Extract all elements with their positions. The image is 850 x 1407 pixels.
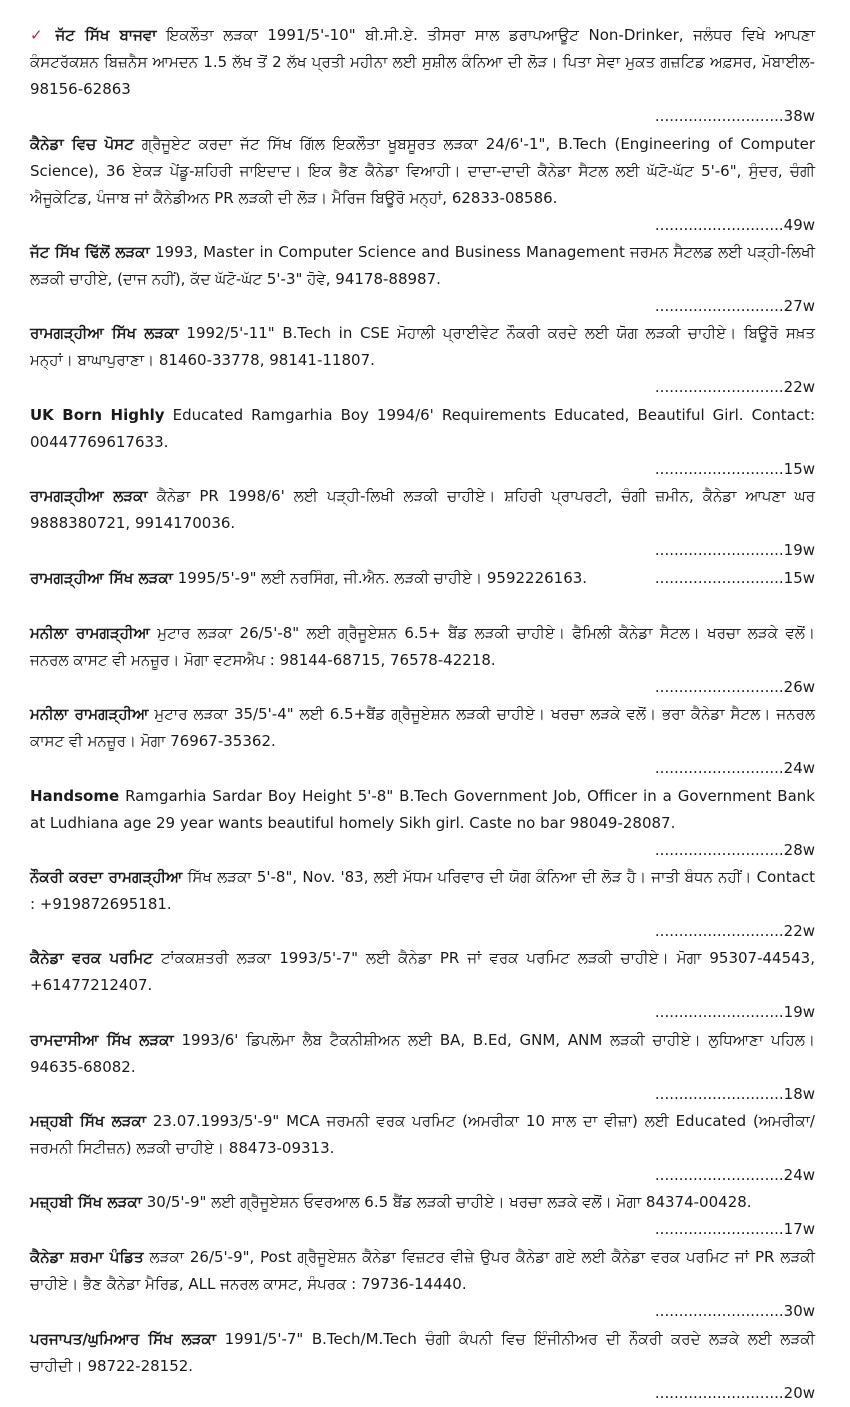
ad-text: ਕੈਨੇਡਾ PR 1998/6' ਲਈ ਪੜ੍ਹੀ-ਲਿਖੀ ਲੜਕੀ ਚਾਹੀਏ। ਸ਼ਹਿਰੀ ਪ੍ਰਾਪਰਟੀ, ਚੰਗੀ ਜ਼ਮੀਨ, ਕੈਨੇਡਾ ਆਪਣਾ ਘਰ 9888380721, 9914170036. [30, 487, 815, 532]
ad-text: ਲੜਕਾ 26/5'-9", Post ਗ੍ਰੈਜੂਏਸ਼ਨ ਕੈਨੇਡਾ ਵਿਜ਼ਟਰ ਵੀਜ਼ੇ ਉਪਰ ਕੈਨੇਡਾ ਗਏ ਲਈ ਕੈਨੇਡਾ ਵਰਕ ਪਰਮਿਟ ਜਾਂ PR ਲੜਕੀ ਚਾਹੀਏ। ਭੈਣ ਕੈਨੇਡਾ ਮੈਰਿਡ, ALL ਜਨਰਲ ਕਾਸਟ, ਸੰਪਰਕ : 79736-14440. [30, 1248, 815, 1293]
word-count: ...........................24w [654, 1166, 815, 1184]
ad-lead: ਰਾਮਗੜ੍ਹੀਆ ਸਿੱਖ ਲੜਕਾ [30, 324, 179, 342]
ad-lead: ਮਜ਼੍ਹਬੀ ਸਿੱਖ ਲੜਕਾ [30, 1112, 147, 1130]
ad-item [30, 320, 815, 401]
word-count: ...........................22w [654, 922, 815, 940]
word-count: ...........................18w [654, 1085, 815, 1103]
ad-item [30, 1326, 815, 1407]
ad-item [30, 1108, 815, 1189]
word-count: ...........................26w [654, 678, 815, 696]
word-count: ...........................27w [654, 297, 815, 315]
ad-lead: ਪਰਜਾਪਤ/ਘੁਮਿਆਰ ਸਿੱਖ ਲੜਕਾ [30, 1330, 217, 1348]
ad-item [30, 22, 815, 130]
ad-lead: ਜੱਟ ਸਿੱਖ ਢਿੱਲੋਂ ਲੜਕਾ [30, 243, 150, 261]
ad-lead: ਰਾਮਗੜ੍ਹੀਆ ਲੜਕਾ [30, 487, 148, 505]
word-count: ...........................19w [654, 1003, 815, 1021]
word-count: ...........................15w [654, 569, 815, 587]
ad-text: 1993, Master in Computer Science and Business Management ਜਰਮਨ ਸੈਟਲਡ ਲਈ ਪੜ੍ਹੀ-ਲਿਖੀ ਲੜਕੀ ਚਾਹੀਏ, (ਦਾਜ ਨਹੀਂ), ਕੱਦ ਘੱਟੋ-ਘੱਟ 5'-3" ਹੋਵੇ, 94178-88987. [30, 243, 815, 288]
ad-text: 1995/5'-9" ਲਈ ਨਰਸਿੰਗ, ਜੀ.ਐਨ. ਲੜਕੀ ਚਾਹੀਏ। 9592226163. [177, 569, 588, 587]
ad-lead: ਕੈਨੇਡਾ ਵਿਚ ਪੋਸਟ [30, 135, 134, 153]
ad-item [30, 945, 815, 1026]
word-count: ...........................38w [654, 107, 815, 125]
word-count: ...........................15w [654, 460, 815, 478]
word-count: ...........................28w [654, 841, 815, 859]
ad-text: 30/5'-9" ਲਈ ਗ੍ਰੈਜੂਏਸ਼ਨ ਓਵਰਆਲ 6.5 ਬੈਂਡ ਲੜਕੀ ਚਾਹੀਏ। ਖਰਚਾ ਲੜਕੇ ਵਲੋਂ। ਮੋਗਾ 84374-00428. [146, 1193, 752, 1211]
ad-text: ਮੁਟਾਰ ਲੜਕਾ 26/5'-8" ਲਈ ਗ੍ਰੈਜੂਏਸ਼ਨ 6.5+ ਬੈਂਡ ਲੜਕੀ ਚਾਹੀਏ। ਫੈਮਿਲੀ ਕੈਨੇਡਾ ਸੈਟਲ। ਖਰਚਾ ਲੜਕੇ ਵਲੋਂ। ਜਨਰਲ ਕਾਸਟ ਵੀ ਮਨਜ਼ੂਰ। ਮੋਗਾ ਵਟਸਐਪ : 98144-68715, 76578-42218. [30, 624, 815, 669]
word-count: ...........................49w [654, 216, 815, 234]
ad-lead: ਕੈਨੇਡਾ ਸ਼ਰਮਾ ਪੰਡਿਤ [30, 1248, 144, 1266]
word-count: ...........................30w [654, 1302, 815, 1320]
ad-item [30, 239, 815, 320]
ad-text: ਮੁਟਾਰ ਲੜਕਾ 35/5'-4" ਲਈ 6.5+ਬੈਂਡ ਗ੍ਰੈਜੂਏਸ਼ਨ ਲੜਕੀ ਚਾਹੀਏ। ਖਰਚਾ ਲੜਕੇ ਵਲੋਂ। ਭਰਾ ਕੈਨੇਡਾ ਸੈਟਲ। ਜਨਰਲ ਕਾਸਟ ਵੀ ਮਨਜ਼ੂਰ। ਮੋਗਾ 76967-35362. [30, 705, 816, 750]
ad-item [30, 864, 815, 945]
word-count: ...........................17w [654, 1220, 815, 1238]
check-icon: ✓ [30, 26, 48, 44]
word-count: ...........................22w [654, 378, 815, 396]
ad-item [30, 483, 815, 564]
ad-text: 1993/6' ਡਿਪਲੋਮਾ ਲੈਬ ਟੈਕਨੀਸ਼ੀਅਨ ਲਈ BA, B.Ed, GNM, ANM ਲੜਕੀ ਚਾਹੀਏ। ਲੁਧਿਆਣਾ ਪਹਿਲ। 94635-68082. [30, 1031, 815, 1076]
ad-item [30, 565, 815, 592]
ad-text: ਗ੍ਰੈਜੂਏਟ ਕਰਦਾ ਜੱਟ ਸਿੱਖ ਗਿੱਲ ਇਕਲੌਤਾ ਖੂਬਸੂਰਤ ਲੜਕਾ 24/6'-1", B.Tech (Engineering of Computer Science), 36 ਏਕੜ ਪੇਂਡੂ-ਸ਼ਹਿਰੀ ਜਾਇਦਾਦ। ਇਕ ਭੈਣ ਕੈਨੇਡਾ ਵਿਆਹੀ। ਦਾਦਾ-ਦਾਦੀ ਕੈਨੇਡਾ ਸੈਟਲ ਲਈ ਘੱਟੋ-ਘੱਟ 5'-6", ਸੁੰਦਰ, ਚੰਗੀ ਐਜੂਕੇਟਿਡ, ਪੰਜਾਬ ਜਾਂ ਕੈਨੇਡੀਅਨ PR ਲੜਕੀ ਦੀ ਲੋੜ। ਮੈਰਿਜ ਬਿਊਰੋ ਮਨ੍ਹਾਂ, 62833-08586. [30, 135, 815, 207]
ad-item [30, 783, 815, 864]
ad-lead: ਕੈਨੇਡਾ ਵਰਕ ਪਰਮਿਟ [30, 949, 153, 967]
ad-text: 1992/5'-11" B.Tech in CSE ਮੋਹਾਲੀ ਪ੍ਰਾਈਵੇਟ ਨੌਕਰੀ ਕਰਦੇ ਲਈ ਯੋਗ ਲੜਕੀ ਚਾਹੀਏ। ਬਿਊਰੋ ਸਖ਼ਤ ਮਨ੍ਹਾਂ। ਬਾਘਾਪੁਰਾਣਾ। 81460-33778, 98141-11807. [30, 324, 815, 369]
ad-text: 23.07.1993/5'-9" MCA ਜਰਮਨੀ ਵਰਕ ਪਰਮਿਟ (ਅਮਰੀਕਾ 10 ਸਾਲ ਦਾ ਵੀਜ਼ਾ) ਲਈ Educated (ਅਮਰੀਕਾ/ਜਰਮਨੀ ਸਿਟੀਜ਼ਨ) ਲੜਕੀ ਚਾਹੀਏ। 88473-09313. [30, 1112, 815, 1157]
ad-item [30, 620, 815, 701]
word-count: ...........................24w [654, 759, 815, 777]
ad-lead: ਰਾਮਗੜ੍ਹੀਆ ਸਿੱਖ ਲੜਕਾ [30, 569, 173, 587]
ad-text: 1991/5'-7" B.Tech/M.Tech ਚੰਗੀ ਕੰਪਨੀ ਵਿਚ ਇੰਜੀਨੀਅਰ ਦੀ ਨੌਕਰੀ ਕਰਦੇ ਲੜਕੇ ਲਈ ਲੜਕੀ ਚਾਹੀਦੀ। 98722-28152. [30, 1330, 815, 1375]
ad-item [30, 1189, 815, 1243]
ad-item [30, 402, 815, 483]
word-count: ...........................19w [654, 541, 815, 559]
ad-lead: Handsome [30, 787, 120, 805]
ad-text: ਟਾਂਕਕਸ਼ਤਰੀ ਲੜਕਾ 1993/5'-7" ਲਈ ਕੈਨੇਡਾ PR ਜਾਂ ਵਰਕ ਪਰਮਿਟ ਲੜਕੀ ਚਾਹੀਏ। ਮੋਗਾ 95307-44543, +61477212407. [30, 949, 815, 994]
ad-item [30, 701, 815, 782]
ad-lead: ਮਨੀਲਾ ਰਾਮਗੜ੍ਹੀਆ [30, 705, 149, 723]
ad-lead: ਰਾਮਦਾਸੀਆ ਸਿੱਖ ਲੜਕਾ [30, 1031, 174, 1049]
ad-lead: ਮਨੀਲਾ ਰਾਮਗੜ੍ਹੀਆ [30, 624, 150, 642]
ad-text: Ramgarhia Sardar Boy Height 5'-8" B.Tech Government Job, Officer in a Government Bank at Ludhiana age 29 year wants beautiful homely Sikh girl. Caste no bar 98049-28087. [30, 787, 815, 832]
ad-lead: ਜੱਟ ਸਿੱਖ ਬਾਜਵਾ [55, 26, 157, 44]
ad-text: ਸਿੱਖ ਲੜਕਾ 5'-8", Nov. '83, ਲਈ ਮੱਧਮ ਪਰਿਵਾਰ ਦੀ ਯੋਗ ਕੰਨਿਆ ਦੀ ਲੋੜ ਹੈ। ਜਾਤੀ ਬੰਧਨ ਨਹੀਂ। Contact : +919872695181. [30, 868, 815, 913]
word-count: ...........................20w [654, 1384, 815, 1402]
ad-text: Educated Ramgarhia Boy 1994/6' Requirements Educated, Beautiful Girl. Contact: 00447769617633. [30, 406, 815, 451]
ad-text: ਇਕਲੌਤਾ ਲੜਕਾ 1991/5'-10" ਬੀ.ਸੀ.ਏ. ਤੀਸਰਾ ਸਾਲ ਡਰਾਪਆਊਟ Non-Drinker, ਜਲੰਧਰ ਵਿਖੇ ਆਪਣਾ ਕੰਸਟਰੱਕਸ਼ਨ ਬਿਜ਼ਨੈਸ ਆਮਦਨ 1.5 ਲੱਖ ਤੋਂ 2 ਲੱਖ ਪ੍ਰਤੀ ਮਹੀਨਾ ਲਈ ਸੁਸ਼ੀਲ ਕੰਨਿਆ ਦੀ ਲੋੜ। ਪਿਤਾ ਸੇਵਾ ਮੁਕਤ ਗਜ਼ਟਿਡ ਅਫ਼ਸਰ, ਮੋਬਾਈਲ- 98156-62863 [30, 26, 815, 98]
ad-item [30, 1244, 815, 1325]
ad-lead: ਨੌਕਰੀ ਕਰਦਾ ਰਾਮਗੜ੍ਹੀਆ [30, 868, 183, 886]
ad-item [30, 1027, 815, 1108]
ad-lead: UK Born Highly [30, 406, 165, 424]
ad-lead: ਮਜ਼੍ਹਬੀ ਸਿੱਖ ਲੜਕਾ [30, 1193, 142, 1211]
ad-item [30, 131, 815, 239]
